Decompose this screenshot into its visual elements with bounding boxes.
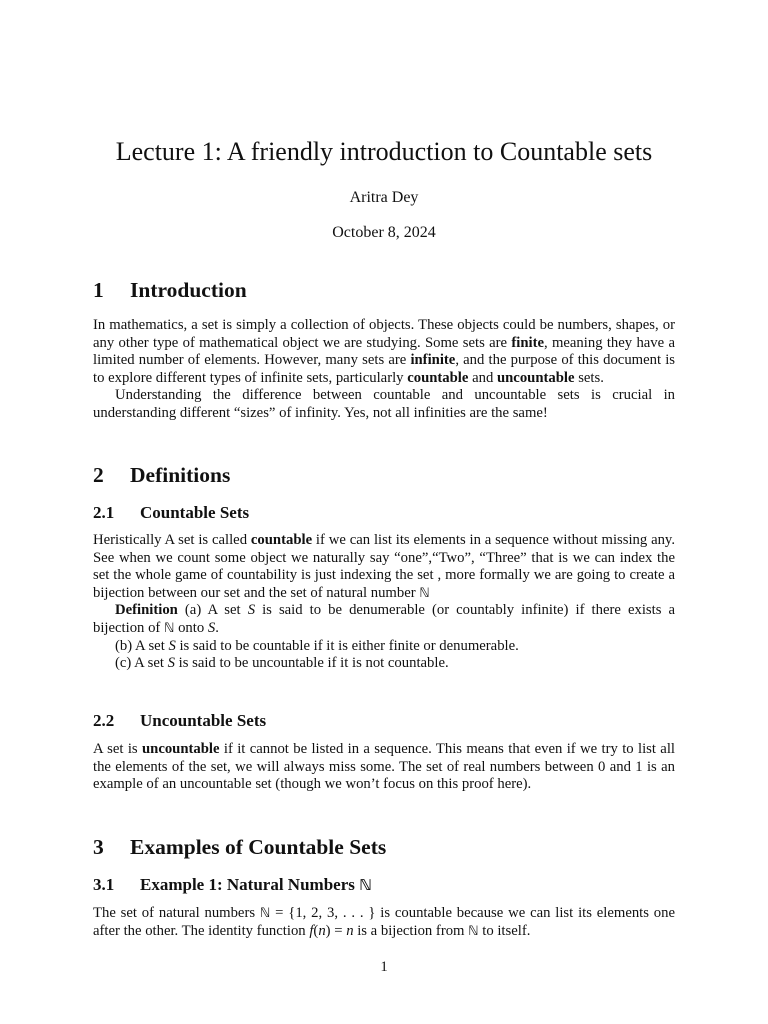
section-heading bbox=[93, 835, 675, 860]
section-introduction bbox=[93, 278, 675, 303]
natural-numbers-paragraph bbox=[93, 905, 675, 940]
math-var: S bbox=[247, 602, 256, 619]
math-expression: = {1, 2, 3, . . . } bbox=[270, 905, 376, 921]
natural-numbers-symbol: ℕ bbox=[359, 876, 372, 894]
subsection-countable-sets bbox=[93, 503, 675, 523]
section-number: 2 bbox=[93, 463, 104, 487]
paper-title: Lecture 1: A friendly introduction to Countable sets bbox=[115, 137, 653, 166]
paragraph: Understanding the difference between countable and uncountable sets is crucial in understanding different “sizes” of infinity. Yes, not all infinities are the same! bbox=[93, 387, 675, 421]
subsection-number: 3.1 bbox=[93, 875, 115, 894]
text-run: In mathematics, a set is simply a collection of objects. These objects could be numbers, shapes, or any other type of mathematical object we are studying. Some sets are bbox=[93, 317, 675, 351]
section-definitions bbox=[93, 463, 675, 488]
text-run: is said to be denumerable (or countably infinite) if there exists a bijection of bbox=[93, 602, 675, 636]
section-heading bbox=[93, 463, 675, 488]
section-heading bbox=[93, 278, 675, 303]
text-run: sets. bbox=[574, 369, 604, 386]
math-operator: ) = bbox=[325, 922, 347, 939]
definition-item-c bbox=[93, 655, 675, 673]
section-title: Introduction bbox=[130, 278, 247, 302]
math-var: S bbox=[167, 655, 175, 672]
bold-term: countable bbox=[250, 532, 313, 548]
section-number: 1 bbox=[93, 278, 104, 302]
page-number: 1 bbox=[380, 959, 388, 975]
subsection-heading bbox=[93, 711, 675, 731]
math-var: n bbox=[346, 922, 354, 939]
paper-date: October 8, 2024 bbox=[332, 224, 436, 241]
bold-term: finite bbox=[511, 334, 544, 351]
subsection-heading bbox=[93, 875, 675, 895]
paragraph bbox=[93, 317, 675, 387]
text-run: if it cannot be listed in a sequence. This means that even if we try to list all the elements of the set, we will always miss some. The set of real numbers between 0 and 1 is an example of an uncountable set (though we won’t focus on this proof here). bbox=[93, 741, 675, 793]
definition-label: Definition bbox=[115, 602, 178, 619]
section-examples bbox=[93, 835, 675, 860]
section-number: 3 bbox=[93, 835, 104, 859]
text-run: is a bijection from bbox=[353, 922, 469, 939]
text-run: and bbox=[468, 369, 497, 386]
intro-paragraphs bbox=[93, 317, 675, 423]
section-title: Definitions bbox=[130, 463, 231, 487]
math-paren: ( bbox=[313, 922, 319, 939]
subsection-number: 2.2 bbox=[93, 711, 115, 730]
subsection-title: Example 1: Natural Numbers bbox=[140, 875, 360, 894]
countable-paragraphs bbox=[93, 532, 675, 673]
bold-term: uncountable bbox=[496, 369, 575, 386]
text-run: (a) A set bbox=[177, 602, 248, 619]
natural-numbers-symbol: ℕ bbox=[419, 585, 430, 601]
text-run: is said to be countable if it is either finite or denumerable. bbox=[175, 637, 519, 654]
natural-numbers-symbol: ℕ bbox=[468, 923, 479, 939]
paragraph bbox=[93, 741, 675, 794]
subsection-heading bbox=[93, 503, 675, 523]
paragraph bbox=[93, 905, 675, 940]
bold-term: infinite bbox=[410, 352, 456, 369]
subsection-number: 2.1 bbox=[93, 503, 115, 522]
text-run: Heristically A set is called bbox=[93, 532, 251, 548]
definition-paragraph bbox=[93, 602, 675, 637]
subsection-title: Uncountable Sets bbox=[140, 711, 267, 730]
subsection-natural-numbers bbox=[93, 875, 675, 895]
section-title: Examples of Countable Sets bbox=[130, 835, 387, 859]
bold-term: uncountable bbox=[141, 741, 220, 757]
text-run: if we can list its elements in a sequence without missing any. See when we count some object we naturally say “one”,“Two”, “Three” that is we can index the set the whole game of countability is just indexing the set , more formally we are going to create a bijection between our set and the set of natural number bbox=[93, 532, 675, 601]
text-run: to itself. bbox=[478, 922, 531, 939]
bold-term: countable bbox=[407, 369, 469, 386]
text-run: onto bbox=[174, 619, 208, 636]
definition-item-b bbox=[93, 638, 675, 656]
subsection-uncountable-sets bbox=[93, 711, 675, 731]
text-run: is said to be uncountable if it is not countable. bbox=[174, 655, 449, 672]
text-run: (b) A set bbox=[115, 637, 169, 654]
math-var: S bbox=[168, 637, 176, 654]
natural-numbers-symbol: ℕ bbox=[259, 906, 271, 921]
math-var: S bbox=[207, 619, 216, 636]
text-run: (c) A set bbox=[115, 655, 168, 672]
text-run: , and the purpose of this document is to explore different types of infinite sets, particularly bbox=[93, 352, 675, 386]
author-name: Aritra Dey bbox=[349, 189, 419, 206]
subsection-title: Countable Sets bbox=[140, 503, 250, 522]
natural-numbers-symbol: ℕ bbox=[163, 620, 175, 636]
text-run: , meaning they have a limited number of elements. However, many sets are bbox=[93, 334, 675, 369]
text-run: The set of natural numbers bbox=[93, 905, 260, 921]
text-run: A set is bbox=[93, 741, 142, 757]
text-run: . bbox=[215, 619, 219, 636]
math-var: n bbox=[318, 922, 326, 939]
paragraph bbox=[93, 532, 675, 602]
uncountable-paragraphs bbox=[93, 741, 675, 794]
math-var: f bbox=[309, 922, 314, 939]
text-run: is countable because we can list its elements one after the other. The identity function bbox=[93, 905, 676, 939]
